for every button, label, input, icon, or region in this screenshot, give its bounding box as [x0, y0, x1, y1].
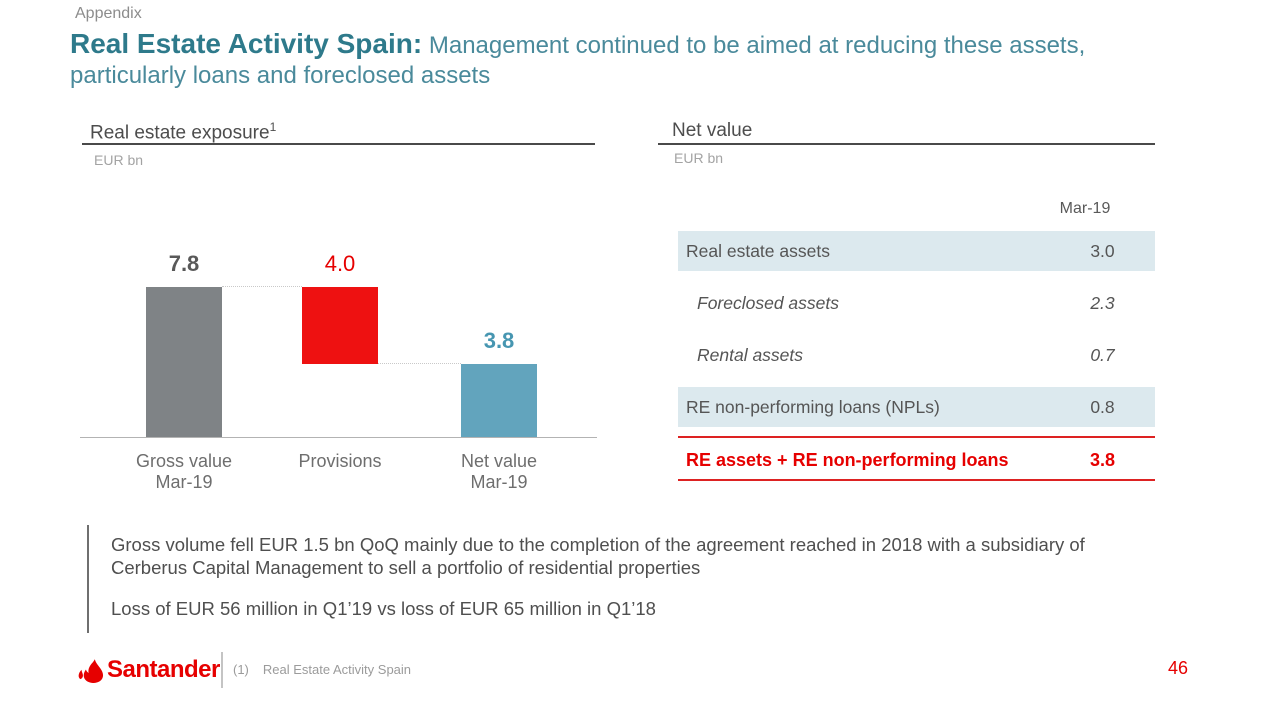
footnote-superscript: 1	[269, 120, 277, 134]
waterfall-chart	[80, 240, 597, 493]
right-panel-heading: Net value	[672, 120, 753, 141]
row-value: 0.8	[1090, 396, 1115, 417]
left-panel-heading	[90, 120, 276, 144]
table-column-header: Mar-19	[1059, 200, 1111, 217]
row-value: 2.3	[1090, 292, 1115, 313]
left-panel-heading-text: Real estate exposure	[90, 122, 270, 144]
bar-gross-value	[146, 287, 222, 438]
table-row	[678, 335, 1155, 375]
footnote	[233, 662, 411, 677]
table-row	[678, 231, 1155, 271]
footer-divider	[221, 652, 223, 688]
right-heading-rule	[658, 143, 1155, 145]
note-line: Cerberus Capital Management to sell a portfolio of residential properties	[111, 557, 701, 578]
row-label: Foreclosed assets	[697, 292, 840, 313]
category-label: Provisions	[298, 451, 382, 471]
bar-value-label: 3.8	[483, 328, 515, 354]
row-value: 0.7	[1090, 344, 1115, 365]
bar-value-label: 4.0	[324, 251, 356, 277]
bar-net-value	[461, 364, 537, 438]
notes-accent-bar	[87, 525, 89, 633]
note-line: Loss of EUR 56 million in Q1’19 vs loss of EUR 65 million in Q1’18	[111, 598, 656, 619]
category-label: Net value Mar-19	[460, 451, 538, 493]
eyebrow-appendix: Appendix	[75, 5, 142, 22]
santander-flame-icon	[76, 658, 104, 683]
dotted-connector	[222, 286, 302, 287]
row-label: Rental assets	[697, 344, 804, 365]
row-value: 3.8	[1089, 449, 1116, 470]
dotted-connector	[378, 363, 461, 364]
footnote-text: Real Estate Activity Spain	[262, 662, 412, 677]
note-text	[111, 597, 656, 620]
page-title-emphasis: Real Estate Activity Spain:	[70, 28, 423, 59]
page-number: 46	[1168, 658, 1189, 678]
row-label: Real estate assets	[686, 240, 830, 261]
row-label: RE assets + RE non-performing loans	[686, 449, 1009, 470]
table-row-total	[678, 441, 1155, 479]
row-value: 3.0	[1090, 240, 1115, 261]
left-unit-label: EUR bn	[94, 152, 144, 168]
santander-logo-wordmark: Santander	[107, 656, 220, 683]
left-heading-rule	[82, 143, 595, 145]
footnote-marker: (1)	[233, 662, 249, 677]
right-unit-label: EUR bn	[674, 150, 724, 166]
note-text	[111, 533, 1085, 579]
row-label: RE non-performing loans (NPLs)	[686, 396, 940, 417]
bar-value-label: 7.8	[168, 251, 200, 277]
table-row	[678, 283, 1155, 323]
page-title-text: Management continued to be aimed at reducing these assets,	[422, 32, 1086, 59]
bar-provisions	[302, 287, 378, 364]
page-title-line2: particularly loans and foreclosed assets	[70, 62, 491, 89]
table-rule-bottom	[678, 479, 1155, 481]
table-row	[678, 387, 1155, 427]
table-rule-top	[678, 436, 1155, 438]
x-axis-line	[80, 437, 597, 438]
page-title	[70, 28, 1085, 60]
note-line: Gross volume fell EUR 1.5 bn QoQ mainly due to the completion of the agreement reached in 2018 with a subsidiary of	[111, 534, 1085, 555]
category-label: Gross value Mar-19	[135, 451, 233, 493]
